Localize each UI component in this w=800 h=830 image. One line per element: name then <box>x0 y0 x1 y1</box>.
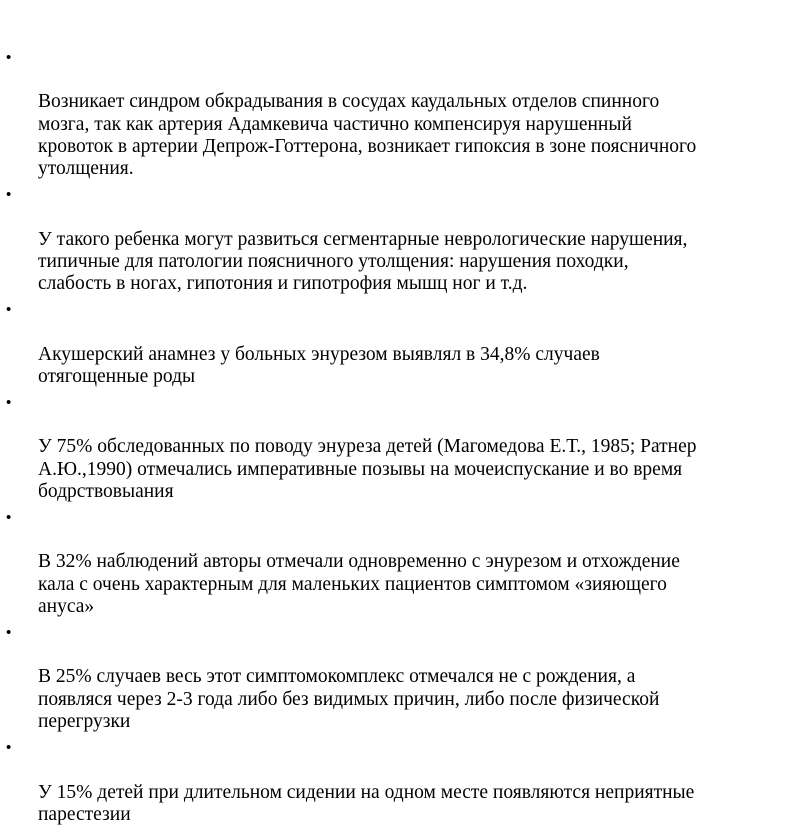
bullet-item <box>0 737 800 826</box>
bullet-list <box>0 47 800 830</box>
bullet-dot-icon: • <box>6 509 12 527</box>
bullet-text: У такого ребенка могут развиться сегментарные неврологические нарушения, типичные для патологии поясничного утолщения: нарушения походки, слабость в ногах, гипотония и гипотрофия мышц ног и т.д. <box>38 228 688 295</box>
bullet-dot-icon: • <box>6 186 12 204</box>
bullet-item <box>0 507 800 618</box>
bullet-text: В 32% наблюдений авторы отмечали одновременно с энурезом и отхождение кала с очень характерным для маленьких пациентов симптомом «зияющего ануса» <box>38 551 680 617</box>
bullet-item <box>0 392 800 503</box>
bullet-item <box>0 184 800 295</box>
bullet-dot-icon: • <box>6 301 12 319</box>
bullet-text: У 75% обследованных по поводу энуреза детей (Магомедова Е.Т., 1985; Ратнер А.Ю.,1990) отмечались императивные позывы на мочеиспускание и во время бодрствовыания <box>38 436 697 502</box>
bullet-dot-icon: • <box>6 394 12 412</box>
bullet-dot-icon: • <box>6 624 12 642</box>
bullet-dot-icon: • <box>6 739 12 757</box>
bullet-text: У 15% детей при длительном сидении на одном месте появляются неприятные парестезии <box>38 781 695 825</box>
bullet-item <box>0 299 800 388</box>
bullet-item <box>0 622 800 733</box>
bullet-text: Акушерский анамнез у больных энурезом выявлял в 34,8% случаев отягощенные роды <box>38 343 600 387</box>
bullet-dot-icon: • <box>6 49 12 66</box>
bullet-text: Возникает синдром обкрадывания в сосудах каудальных отделов спинного мозга, так как артерия Адамкевича частично компенсируя нарушенный кровоток в артерии Депрож-Готтерона, возникает гипоксия в зоне поясничного утолщения. <box>38 91 697 180</box>
bullet-text: В 25% случаев весь этот симптомокомплекс отмечался не с рождения, а появляся через 2-3 года либо без видимых причин, либо после физической перегрузки <box>38 666 660 732</box>
bullet-item <box>0 47 800 180</box>
